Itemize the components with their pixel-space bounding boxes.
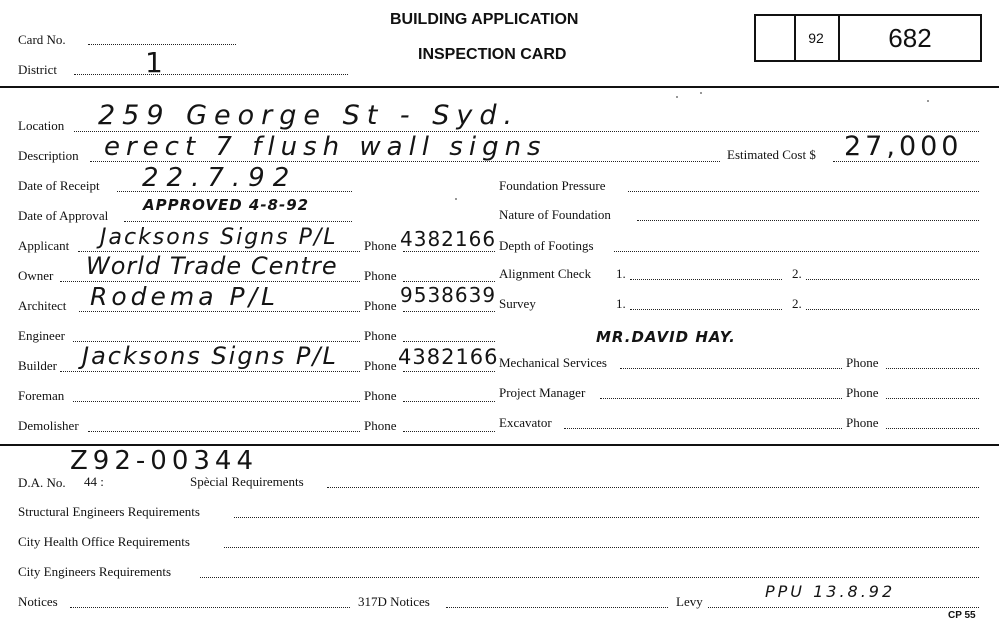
structural-engineers-line[interactable] [234,517,979,518]
notices-317d-line[interactable] [446,607,668,608]
mechanical-services-line[interactable] [620,368,842,369]
builder-phone-line[interactable] [403,371,495,372]
form-code: CP 55 [948,610,976,621]
date-of-receipt-label: Date of Receipt [18,178,100,193]
applicant-value: Jacksons Signs P/L [100,225,338,250]
excavator-phone-line[interactable] [886,428,979,429]
alignment-check-2-line[interactable] [806,279,979,280]
date-of-approval-line[interactable] [124,221,352,222]
excavator-phone-label: Phone [846,415,879,430]
mechanical-services-phone-line[interactable] [886,368,979,369]
da-no-value: 44 : [84,474,104,489]
city-health-line[interactable] [224,547,979,548]
applicant-phone-line[interactable] [403,251,495,252]
card-number-box [754,14,982,62]
demolisher-line[interactable] [88,431,360,432]
depth-of-footings-line[interactable] [614,251,979,252]
owner-value: World Trade Centre [86,252,338,280]
builder-phone-label: Phone [364,358,397,373]
city-health-label: City Health Office Requirements [18,534,190,549]
date-of-receipt-value: 22.7.92 [142,163,298,193]
nature-of-foundation-line[interactable] [637,220,979,221]
survey-label: Survey [499,296,536,311]
estimated-cost-value: 27,000 [844,131,963,162]
demolisher-phone-label: Phone [364,418,397,433]
architect-phone-label: Phone [364,298,397,313]
district-value: 1 [145,46,164,79]
builder-value: Jacksons Signs P/L [82,342,338,370]
card-no-label: Card No. [18,32,66,47]
project-manager-phone-line[interactable] [886,398,979,399]
excavator-line[interactable] [564,428,842,429]
foreman-phone-line[interactable] [403,401,495,402]
applicant-phone-value: 4382166 [400,227,497,251]
levy-line[interactable] [708,607,979,608]
project-manager-phone-label: Phone [846,385,879,400]
demolisher-label: Demolisher [18,418,79,433]
levy-value: PPU 13.8.92 [765,582,896,601]
engineer-note: MR.DAVID HAY. [596,328,736,346]
card-number-year: 92 [794,16,840,60]
estimated-cost-label: Estimated Cost $ [727,147,816,162]
city-engineers-line[interactable] [200,577,979,578]
engineer-label: Engineer [18,328,65,343]
builder-phone-value: 4382166 [398,345,499,369]
card-number: 682 [888,23,932,53]
survey-2-label: 2. [792,296,802,311]
speck [700,92,702,94]
levy-label: Levy [676,594,703,609]
depth-of-footings-label: Depth of Footings [499,238,594,253]
mechanical-services-phone-label: Phone [846,355,879,370]
date-of-approval-label: Date of Approval [18,208,109,223]
description-label: Description [18,148,79,163]
header-divider [0,86,999,88]
architect-label: Architect [18,298,67,313]
builder-line[interactable] [60,371,360,372]
title-line-2: INSPECTION CARD [418,46,567,63]
architect-phone-line[interactable] [403,311,495,312]
special-requirements-line[interactable] [327,487,979,488]
nature-of-foundation-label: Nature of Foundation [499,207,611,222]
applicant-label: Applicant [18,238,70,253]
foreman-line[interactable] [73,401,360,402]
engineer-phone-line[interactable] [403,341,495,342]
foreman-phone-label: Phone [364,388,397,403]
mechanical-services-label: Mechanical Services [499,355,607,370]
location-value: 259 George St - Syd. [98,100,520,131]
speck [927,100,929,102]
district-label: District [18,62,57,77]
owner-phone-label: Phone [364,268,397,283]
structural-engineers-label: Structural Engineers Requirements [18,504,200,519]
special-requirements-label: Spècial Requirements [190,474,304,489]
builder-label: Builder [18,358,57,373]
project-manager-label: Project Manager [499,385,586,400]
description-value: erect 7 flush wall signs [104,132,547,162]
architect-phone-value: 9538639 [400,283,497,307]
alignment-check-2-label: 2. [792,266,802,281]
speck [455,198,457,200]
engineer-phone-label: Phone [364,328,397,343]
alignment-check-1-line[interactable] [630,279,782,280]
notices-317d-label: 317D Notices [358,594,430,609]
foundation-pressure-label: Foundation Pressure [499,178,606,193]
district-line[interactable] [74,74,348,75]
survey-1-label: 1. [616,296,626,311]
owner-phone-line[interactable] [403,281,495,282]
date-of-approval-value: APPROVED 4-8-92 [143,196,310,214]
demolisher-phone-line[interactable] [403,431,495,432]
location-label: Location [18,118,65,133]
city-engineers-label: City Engineers Requirements [18,564,172,579]
card-no-line[interactable] [88,44,236,45]
applicant-phone-label: Phone [364,238,397,253]
alignment-check-label: Alignment Check [499,266,592,281]
architect-value: Rodema P/L [90,282,279,311]
card-number-blank-cell [756,16,796,60]
project-manager-line[interactable] [600,398,842,399]
notices-line[interactable] [70,607,350,608]
survey-2-line[interactable] [806,309,979,310]
excavator-label: Excavator [499,415,552,430]
da-handwritten-number: Z92-00344 [70,446,258,476]
survey-1-line[interactable] [630,309,782,310]
owner-label: Owner [18,268,54,283]
foreman-label: Foreman [18,388,65,403]
speck [676,96,678,98]
foundation-pressure-line[interactable] [628,191,979,192]
notices-label: Notices [18,594,58,609]
alignment-check-1-label: 1. [616,266,626,281]
da-no-label: D.A. No. [18,475,66,490]
architect-line[interactable] [79,311,360,312]
title-line-1: BUILDING APPLICATION [390,11,579,28]
